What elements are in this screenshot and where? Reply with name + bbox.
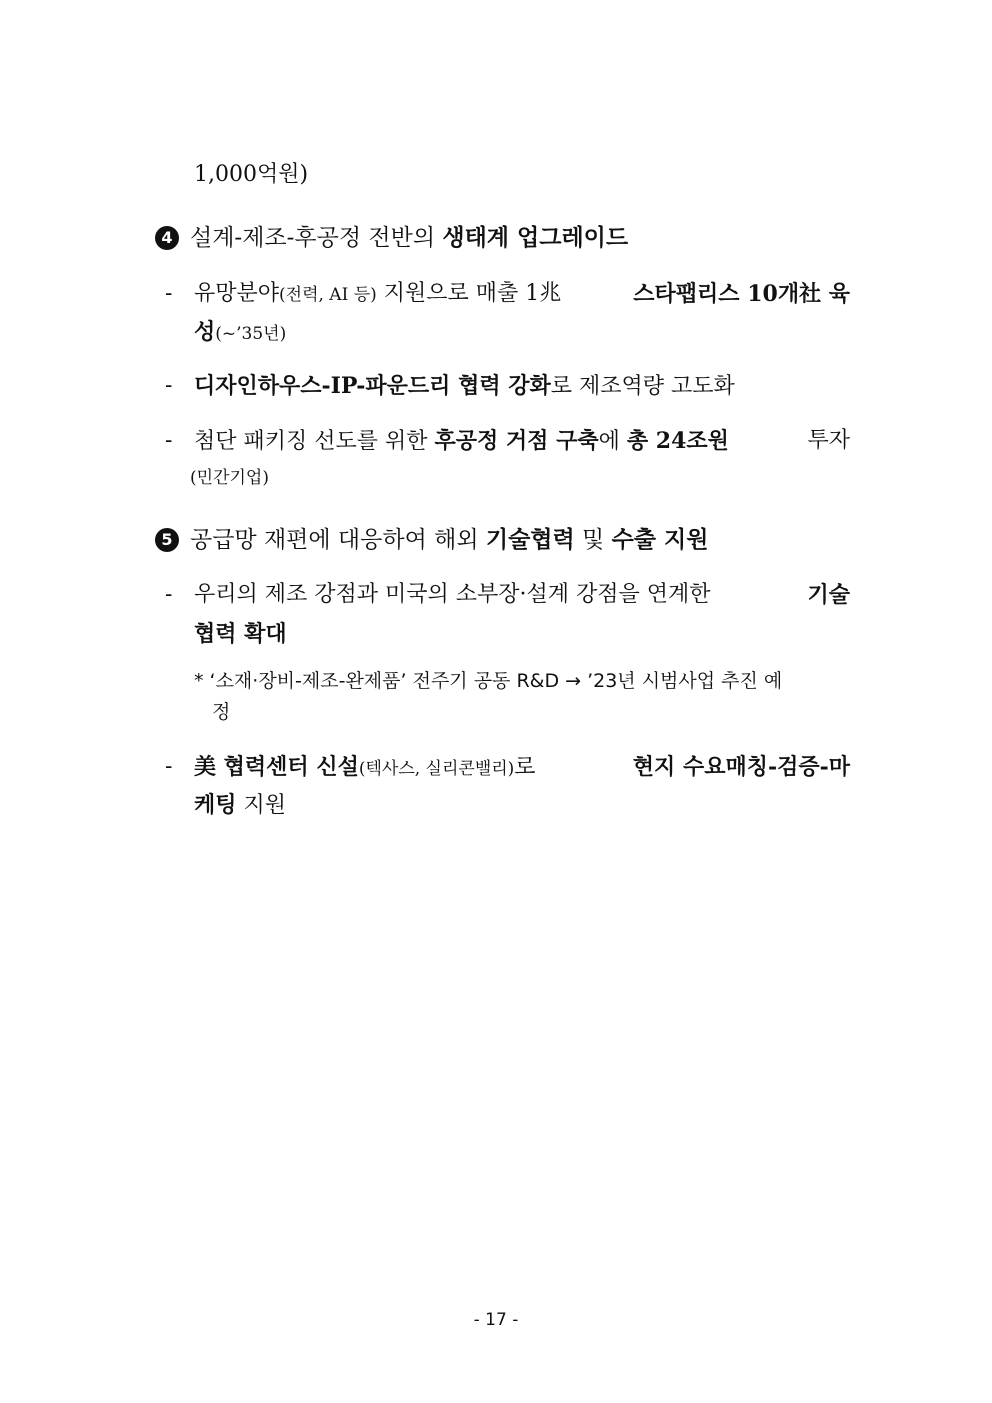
heading-bold: 기술협력 (485, 526, 575, 553)
note-line-2: 정 (212, 701, 231, 723)
continuation-text: 1,000억원) (194, 162, 309, 187)
bullet-text: 로 (514, 755, 543, 780)
bullet-bold: 스타팹리스 10개社 육 (633, 281, 850, 307)
note-text: * ‘소재·장비-제조-완제품’ 전주기 공동 R&D → ’23년 시범사업 추진 예 (194, 670, 783, 692)
section-number-4: 4 (155, 226, 179, 250)
section-heading-5 (190, 526, 708, 554)
bullet-line (194, 372, 735, 401)
heading-plain: 설계-제조-후공정 전반의 (190, 225, 443, 251)
bullet-line-2 (194, 318, 286, 348)
bullet-text: 투자 (800, 428, 850, 453)
bullet-bold: 디자인하우스-IP-파운드리 협력 강화 (194, 373, 551, 399)
bullet-dash: - (165, 281, 173, 306)
bullet-dash: - (165, 428, 173, 453)
bullet-text: 유망분야 (194, 281, 280, 306)
bullet-bold: 케팅 (194, 792, 237, 818)
bullet-line (194, 581, 850, 609)
bullet-dash: - (165, 582, 173, 607)
heading-bold: 생태계 업그레이드 (442, 224, 629, 251)
bullet-text: 지원으로 매출 1兆 (376, 281, 569, 306)
bullet-bold: 현지 수요매칭-검증-마 (632, 754, 850, 780)
bullet-line-2: 협력 확대 (194, 621, 287, 647)
bullet-text: 에 (598, 429, 627, 454)
bullet-text: 로 제조역량 고도화 (550, 374, 735, 399)
bullet-text: 첨단 패키징 선도를 위한 (194, 429, 435, 454)
bullet-bold: 성 (194, 319, 216, 345)
bullet-dash: - (165, 373, 173, 398)
bullet-line (194, 280, 850, 309)
page-number: - 17 - (473, 1310, 519, 1330)
bullet-paren: (~’35년) (215, 324, 287, 344)
bullet-line (194, 753, 850, 783)
heading-bold: 수출 지원 (611, 526, 709, 553)
bullet-line-2: (민간기업) (190, 468, 269, 488)
note-line (194, 668, 850, 694)
bullet-line-2 (194, 791, 286, 820)
section-heading-4 (190, 224, 628, 252)
bullet-bold: 후공정 거점 구축 (434, 428, 599, 454)
bullet-paren: (전력, AI 등) (279, 285, 377, 305)
bullet-bold: 美 협력센터 신설 (194, 754, 359, 780)
bullet-text: 우리의 제조 강점과 미국의 소부장·설계 강점을 연계한 (194, 582, 718, 607)
bullet-dash: - (165, 754, 173, 779)
bullet-bold: 기술 (807, 582, 850, 608)
heading-plain: 공급망 재편에 대응하여 해외 (190, 527, 486, 553)
bullet-paren: (텍사스, 실리콘밸리) (358, 759, 515, 779)
bullet-line (194, 427, 850, 456)
section-number-5: 5 (155, 528, 179, 552)
bullet-text: 지원 (236, 793, 287, 818)
heading-plain: 및 (574, 527, 612, 553)
bullet-bold: 총 24조원 (626, 428, 729, 454)
